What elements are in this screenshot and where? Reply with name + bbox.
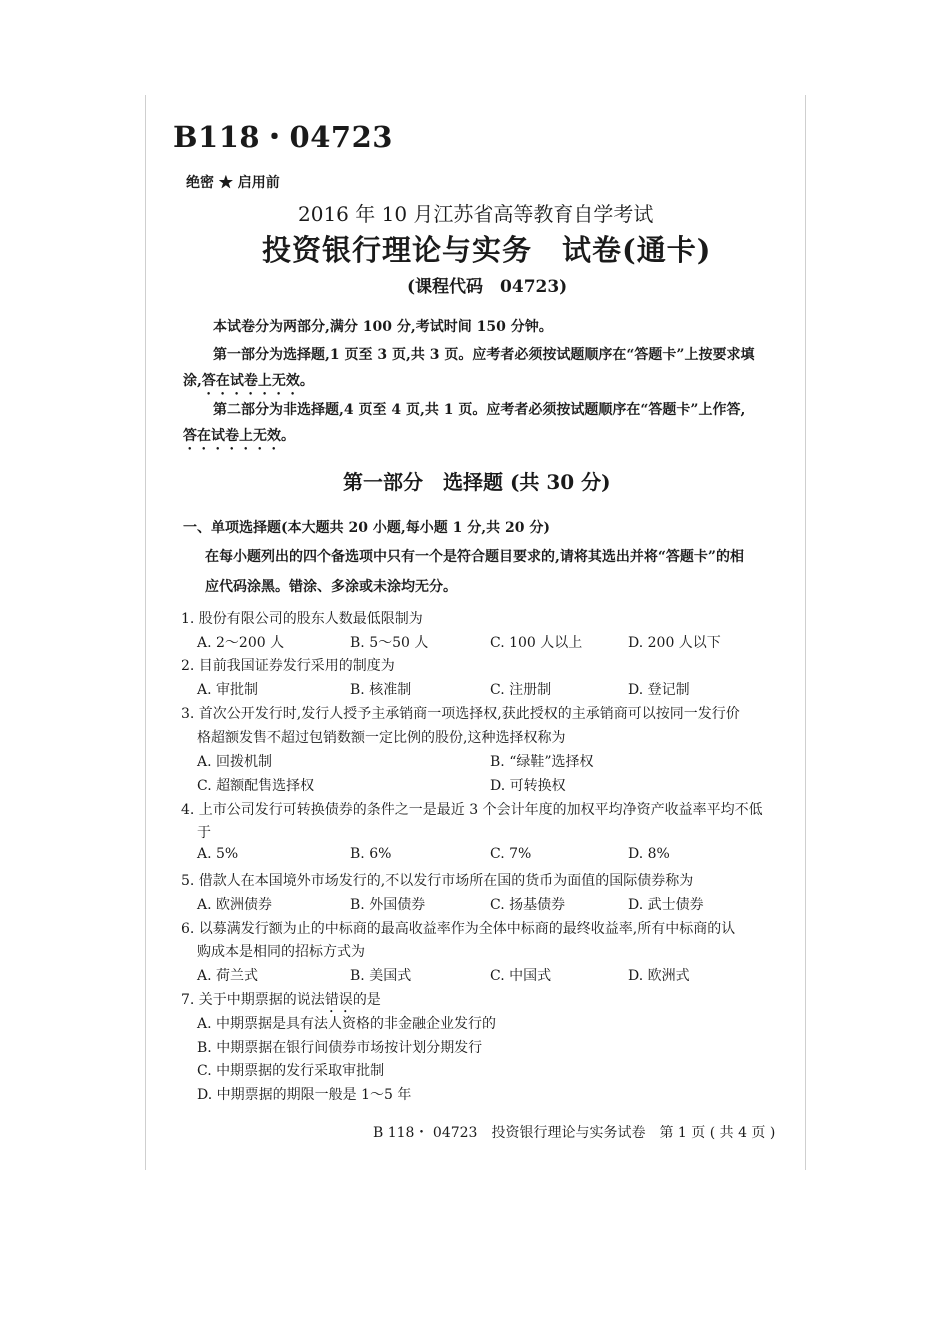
scan-border-right: [805, 95, 806, 1170]
option-c: C. 中国式: [490, 968, 552, 984]
question-stem: 1. 股份有限公司的股东人数最低限制为: [181, 611, 423, 627]
option-b: B. 6%: [350, 846, 392, 862]
option-a: A. 回拨机制: [197, 754, 273, 770]
option-d: D. 登记制: [628, 682, 690, 698]
option-c: C. 7%: [490, 846, 532, 862]
instruction-line-3a: 第二部分为非选择题,4 页至 4 页,共 1 页。应考者必须按试题顺序在“答题卡”上作答,: [213, 402, 746, 418]
option-d: D. 200 人以下: [628, 635, 721, 651]
part-heading: 第一部分 选择题 (共 30 分): [343, 470, 611, 494]
option-b: B. 核准制: [350, 682, 412, 698]
question-text: 的是: [352, 992, 381, 1008]
instruction-text: 。: [299, 373, 314, 389]
option-a: A. 审批制: [197, 682, 259, 698]
option-a: A. 荷兰式: [197, 968, 259, 984]
instruction-text: 。: [281, 428, 295, 444]
section-heading: 一、单项选择题(本大题共 20 小题,每小题 1 分,共 20 分): [183, 520, 550, 536]
option-d: D. 可转换权: [490, 778, 566, 794]
question-stem: 2. 目前我国证券发行采用的制度为: [181, 658, 395, 674]
question-stem-cont: 格超额发售不超过包销数额一定比例的股份,这种选择权称为: [197, 730, 566, 746]
option-c: C. 超额配售选择权: [197, 778, 315, 794]
page-footer: B 118・ 04723 投资银行理论与实务试卷 第 1 页 ( 共 4 页 ): [373, 1125, 776, 1141]
question-stem: 5. 借款人在本国境外市场发行的,不以发行市场所在国的货币为面值的国际债券称为: [181, 873, 694, 889]
scan-border-left: [145, 95, 146, 1170]
instruction-line-3b: [183, 425, 295, 453]
instruction-text: 涂,: [183, 373, 202, 389]
emphasis-text: 错误: [324, 992, 353, 1008]
confidential-mark: 绝密 ★ 启用前: [186, 175, 280, 191]
paper-title: 投资银行理论与实务 试卷(通卡): [262, 233, 712, 267]
instruction-line-2a: 第一部分为选择题,1 页至 3 页,共 3 页。应考者必须按试题顺序在“答题卡”上按要求填: [213, 347, 755, 363]
exam-name: 2016 年 10 月江苏省高等教育自学考试: [298, 202, 654, 226]
option-b: B. 5～50 人: [350, 635, 429, 651]
question-stem-cont: 购成本是相同的招标方式为: [197, 944, 365, 960]
option-c: C. 100 人以上: [490, 635, 583, 651]
instruction-line-1: 本试卷分为两部分,满分 100 分,考试时间 150 分钟。: [213, 319, 553, 335]
section-note-2: 应代码涂黑。错涂、多涂或未涂均无分。: [205, 579, 457, 595]
paper-code: B118・04723: [173, 120, 393, 154]
option-d: D. 中期票据的期限一般是 1～5 年: [197, 1087, 412, 1103]
question-stem: 3. 首次公开发行时,发行人授予主承销商一项选择权,获此授权的主承销商可以按同一发行价: [181, 706, 740, 722]
option-c: C. 扬基债券: [490, 897, 566, 913]
course-code: (课程代码 04723): [407, 277, 568, 297]
option-c: C. 中期票据的发行采取审批制: [197, 1063, 385, 1079]
emphasis-text: 答在试卷上无效: [183, 428, 281, 444]
option-d: D. 8%: [628, 846, 670, 862]
question-stem-cont: 于: [197, 825, 211, 841]
emphasis-text: 答在试卷上无效: [201, 373, 300, 389]
option-a: A. 5%: [197, 846, 239, 862]
option-a: A. 欧洲债券: [197, 897, 273, 913]
option-b: B. 中期票据在银行间债券市场按计划分期发行: [197, 1040, 483, 1056]
option-b: B. 美国式: [350, 968, 412, 984]
question-stem: 4. 上市公司发行可转换债券的条件之一是最近 3 个会计年度的加权平均净资产收益率平均不低: [181, 802, 763, 818]
option-a: A. 中期票据是具有法人资格的非金融企业发行的: [197, 1016, 497, 1032]
option-b: B. “绿鞋”选择权: [490, 754, 594, 770]
question-stem: [181, 989, 381, 1016]
section-note-1: 在每小题列出的四个备选项中只有一个是符合题目要求的,请将其选出并将“答题卡”的相: [205, 549, 744, 565]
option-a: A. 2～200 人: [197, 635, 285, 651]
option-d: D. 武士债券: [628, 897, 704, 913]
option-d: D. 欧洲式: [628, 968, 690, 984]
question-text: 7. 关于中期票据的说法: [181, 992, 325, 1008]
question-stem: 6. 以募满发行额为止的中标商的最高收益率作为全体中标商的最终收益率,所有中标商的认: [181, 921, 736, 937]
option-c: C. 注册制: [490, 682, 552, 698]
instruction-line-2b: [183, 370, 314, 398]
option-b: B. 外国债券: [350, 897, 426, 913]
